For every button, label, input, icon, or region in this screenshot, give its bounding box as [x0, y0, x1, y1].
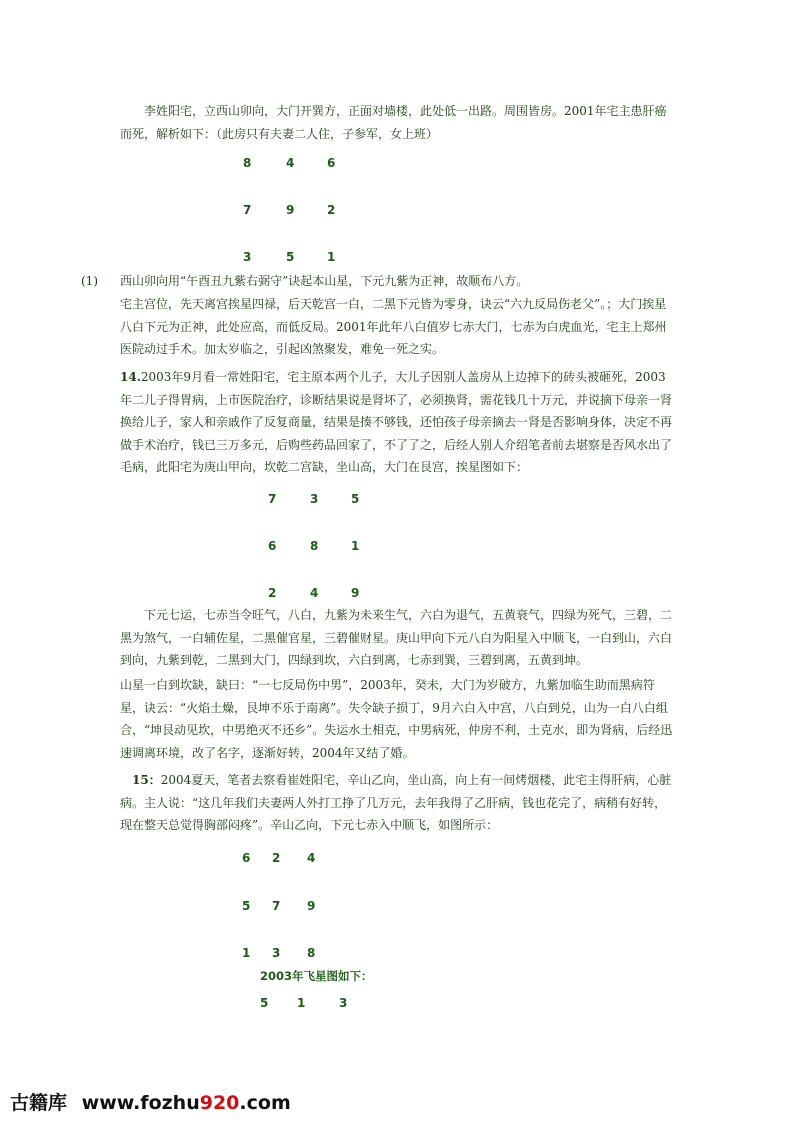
- case14-paragraph-3: 山星一白到坎缺，缺曰：“一七反局伤中男”，2003年，癸未，大门为岁破方，九紫加临生助而黑病符星，诀云：“火焰土燥，艮坤不乐于南离”。失令缺子损丁，9月六白入中宫，八白到兑，山为一白八白组合，“坤艮动见坎，中男绝灭不还乡”。失运水土相克，中男病死，仲房不利，土克水，即为肾病，后经迅速调离环境，改了名字，逐渐好转，2004年又结了婚。: [120, 678, 673, 760]
- grid-cell: 9: [351, 586, 360, 600]
- case-number: 15：: [132, 773, 161, 787]
- grid-cell: 5: [260, 996, 269, 1010]
- grid-cell: 5: [351, 492, 360, 506]
- grid-cell: 6: [242, 851, 251, 865]
- site-name: 古籍库: [10, 1092, 68, 1114]
- grid-cell: 3: [272, 946, 281, 960]
- chart-caption: 2003年飞星图如下：: [260, 969, 373, 983]
- grid-cell: 1: [242, 946, 251, 960]
- site-url-prefix: www.fozhu: [81, 1092, 200, 1114]
- grid-cell: 6: [268, 539, 277, 553]
- case13-paragraph-2: 西山卯向用“午酉丑九紫右弼守”诀起本山星，下元九紫为正神，故顺布八方。: [120, 274, 529, 288]
- case15-text: 2004夏天，笔者去察看崔姓阳宅，辛山乙向，坐山高，向上有一间烤烟楼，此宅主得肝病，心脏病。主人说：“这几年我们夫妻两人外打工挣了几万元，去年我得了乙肝病，钱也花完了，病稍有好转，现在整天总觉得胸部闷疼”。辛山乙向，下元七赤入中顺飞，如图所示：: [120, 773, 672, 832]
- section-label: (1): [81, 274, 98, 288]
- site-watermark: [10, 1088, 291, 1115]
- grid-cell: 3: [243, 250, 252, 264]
- grid-cell: 9: [286, 203, 295, 217]
- case13-paragraph-3: 宅主宫位，先天离宫挨星四禄，后天乾宫一白，二黑下元皆为零身，诀云“六九反局伤老父”。；大门挨星八白下元为正神，此处应高，而低反局。2001年此年八白值岁七赤大门，七赤为白虎血光，宅主上郑州医院动过手术。加太岁临之，引起凶煞聚发，难免一死之实。: [120, 297, 667, 356]
- grid-cell: 1: [297, 996, 306, 1010]
- grid-cell: 3: [310, 492, 319, 506]
- grid-cell: 4: [307, 851, 316, 865]
- grid-cell: 2: [272, 851, 281, 865]
- grid-cell: 8: [243, 156, 252, 170]
- case14-text: 2003年9月看一常姓阳宅，宅主原本两个儿子，大儿子因别人盖房从上边掉下的砖头被砸死，2003年二儿子得胃病，上市医院治疗，诊断结果说是肾坏了，必须换肾，需花钱几十万元，并说摘下母亲一肾换给儿子，家人和亲戚作了反复商量，结果是揍不够钱，还怕孩子母亲摘去一肾是否影响身体，决定不再做手术治疗，钱已三万多元，后购些药品回家了，不了了之，后经人别人介绍笔者前去堪察是否风水出了毛病，此阳宅为庚山甲向，坎乾二宫缺，坐山高，大门在艮宫，挨星图如下：: [120, 370, 673, 474]
- grid-cell: 7: [272, 899, 281, 913]
- grid-cell: 2: [327, 203, 336, 217]
- grid-cell: 4: [310, 586, 319, 600]
- case13-paragraph-1: 李姓阳宅，立西山卯向，大门开巽方，正面对墙楼，此处低一出路。周围皆房。2001年宅主患肝癌而死，解析如下：（此房只有夫妻二人住，子参军，女上班）: [120, 104, 667, 141]
- grid-cell: 1: [351, 539, 360, 553]
- case14-paragraph-1: [120, 366, 675, 479]
- grid-cell: 8: [310, 539, 319, 553]
- site-url-suffix: .com: [239, 1092, 291, 1114]
- grid-cell: 7: [268, 492, 277, 506]
- grid-cell: 9: [307, 899, 316, 913]
- grid-cell: 1: [327, 250, 336, 264]
- grid-cell: 6: [327, 156, 336, 170]
- grid-cell: 7: [243, 203, 252, 217]
- grid-cell: 3: [339, 996, 348, 1010]
- site-url-number: 920: [199, 1092, 240, 1114]
- grid-cell: 4: [286, 156, 295, 170]
- grid-cell: 2: [268, 586, 277, 600]
- case14-paragraph-2: 下元七运，七赤当令旺气，八白，九紫为未来生气，六白为退气，五黄衰气，四绿为死气，三碧，二黑为煞气，一白辅佐星，二黑催官星，三碧催财星。庚山甲向下元八白为阳星入中顺飞，一白到山，六白到向，九紫到乾，二黑到大门，四绿到坎，六白到离，七赤到巽，三碧到离，五黄到坤。: [120, 608, 673, 667]
- grid-cell: 5: [242, 899, 251, 913]
- case15-paragraph-1: [120, 769, 675, 837]
- case-number: 14.: [120, 370, 141, 384]
- grid-cell: 8: [307, 946, 316, 960]
- grid-cell: 5: [286, 250, 295, 264]
